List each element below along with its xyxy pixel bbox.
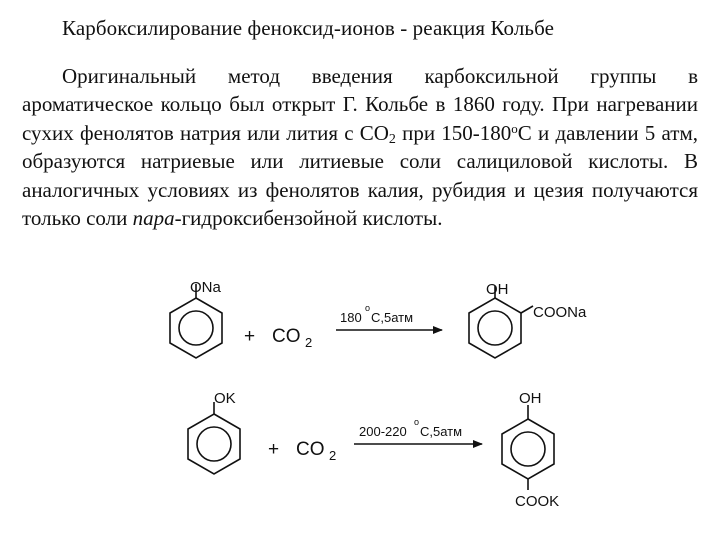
para-text-4: -гидроксибензойной кислоты. — [174, 206, 443, 231]
para-sup-degree: o — [511, 120, 518, 136]
para-italic-para: пара — [132, 206, 175, 231]
reaction-1 — [170, 279, 587, 358]
reaction-2-reagent: CO — [296, 439, 325, 460]
reaction-2 — [188, 390, 559, 510]
para-text-1: Оригинальный метод введения карбоксильной группы в ароматическое кольцо был открыт Г. Кольбе в 1860 году. При нагревании сухих фенолятов натрия или лития с CO — [22, 64, 698, 145]
product-1-oh-label: OH — [486, 281, 509, 298]
para-sub-co2: 2 — [388, 131, 396, 147]
reactant-1-group-label: ONa — [190, 279, 221, 296]
product-1-group-label: COONa — [533, 304, 587, 321]
reaction-2-reagent-sub: 2 — [329, 448, 337, 463]
reactant-2-ring — [188, 402, 240, 474]
reactant-2-group-label: OK — [214, 390, 236, 407]
para-text-3: C и давлении 5 атм, образуются натриевые или литиевые соли салициловой кислоты. В аналогичных условиях из фенолятов калия, рубидия и цезия получаются только соли — [22, 120, 698, 231]
product-2-group-label: COOK — [515, 493, 560, 510]
product-2-ring — [502, 405, 554, 490]
reaction-2-condition-temp: 200-220 — [359, 424, 407, 439]
reaction-2-condition-degree: o — [414, 417, 420, 427]
reaction-1-condition-rest: C,5атм — [371, 310, 414, 325]
reaction-1-reagent-sub: 2 — [305, 335, 313, 350]
reaction-2-plus: + — [268, 439, 280, 460]
reaction-1-condition-degree: o — [365, 303, 371, 313]
product-2-oh-label: OH — [519, 390, 542, 407]
reaction-1-condition-temp: 180 — [340, 310, 362, 325]
reaction-2-condition-rest: C,5атм — [420, 424, 463, 439]
slide-title: Карбоксилирование феноксид-ионов - реакция Кольбе — [62, 16, 555, 40]
para-text-2: при 150-180 — [395, 120, 512, 145]
reaction-1-plus: + — [244, 326, 256, 347]
reaction-1-reagent: CO — [272, 326, 301, 347]
